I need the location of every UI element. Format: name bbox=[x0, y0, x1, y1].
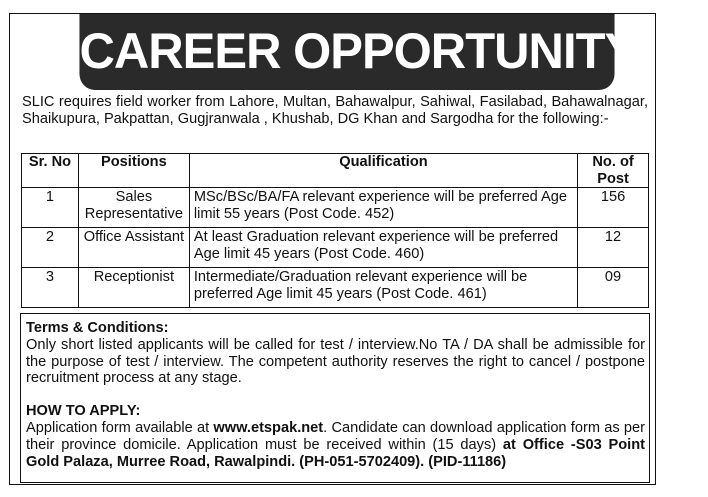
header-sr-no: Sr. No bbox=[22, 154, 79, 188]
website-link[interactable]: www.etspak.net bbox=[213, 419, 324, 436]
table-row bbox=[22, 188, 649, 228]
cell-sr-no: 3 bbox=[22, 268, 79, 308]
terms-paragraph: Only short listed applicants will be called for test / interview.No TA / DA shall be admissible for the purpose of test / interview. The competent authority reserves the right to cancel / postpone recruitment process at any stage. bbox=[26, 336, 645, 387]
cell-qualification: Intermediate/Graduation relevant experience will be preferred Age limit 45 years (Post Code. 461) bbox=[189, 268, 577, 308]
positions-table bbox=[21, 153, 649, 308]
how-to-apply-paragraph bbox=[26, 420, 645, 470]
table-row bbox=[22, 228, 649, 268]
intro-paragraph: SLIC requires field worker from Lahore, Multan, Bahawalpur, Sahiwal, Fasilabad, Bahawalnagar, Shaikupura, Pakpattan, Gugjranwala , Khushab, DG Khan and Sargodha for the following:- bbox=[22, 94, 648, 127]
advertisement-frame bbox=[9, 13, 656, 485]
terms-heading: Terms & Conditions: bbox=[26, 320, 169, 336]
how-to-apply-heading: HOW TO APPLY: bbox=[26, 403, 141, 420]
cell-qualification: At least Graduation relevant experience will be preferred Age limit 45 years (Post Code. 460) bbox=[189, 228, 577, 268]
cell-position: Receptionist bbox=[78, 268, 189, 308]
header-positions: Positions bbox=[78, 154, 189, 188]
cell-no-of-post: 09 bbox=[578, 268, 649, 308]
page-title: CAREER OPPORTUNITY bbox=[79, 13, 614, 90]
cell-sr-no: 2 bbox=[22, 228, 79, 268]
header-qualification: Qualification bbox=[189, 154, 577, 188]
cell-no-of-post: 156 bbox=[578, 188, 649, 228]
cell-no-of-post: 12 bbox=[578, 228, 649, 268]
table-row bbox=[22, 268, 649, 308]
cell-sr-no: 1 bbox=[22, 188, 79, 228]
apply-text-start: Application form available at bbox=[26, 419, 214, 436]
header-no-of-post: No. of Post bbox=[578, 154, 649, 188]
table-header-row bbox=[22, 154, 649, 188]
apply-text-middle: . Candidate can download application form as per their province domicile. Application must be received within (15 days) bbox=[26, 419, 646, 453]
cell-position: Office Assistant bbox=[78, 228, 189, 268]
office-address: at Office -S03 Point Gold Palaza, Murree Road, Rawalpindi. (PH-051-5702409). (PID-11186) bbox=[26, 436, 645, 470]
terms-and-apply-box bbox=[20, 313, 650, 483]
cell-qualification: MSc/BSc/BA/FA relevant experience will be preferred Age limit 55 years (Post Code. 452) bbox=[189, 188, 577, 228]
cell-position: Sales Representative bbox=[78, 188, 189, 228]
